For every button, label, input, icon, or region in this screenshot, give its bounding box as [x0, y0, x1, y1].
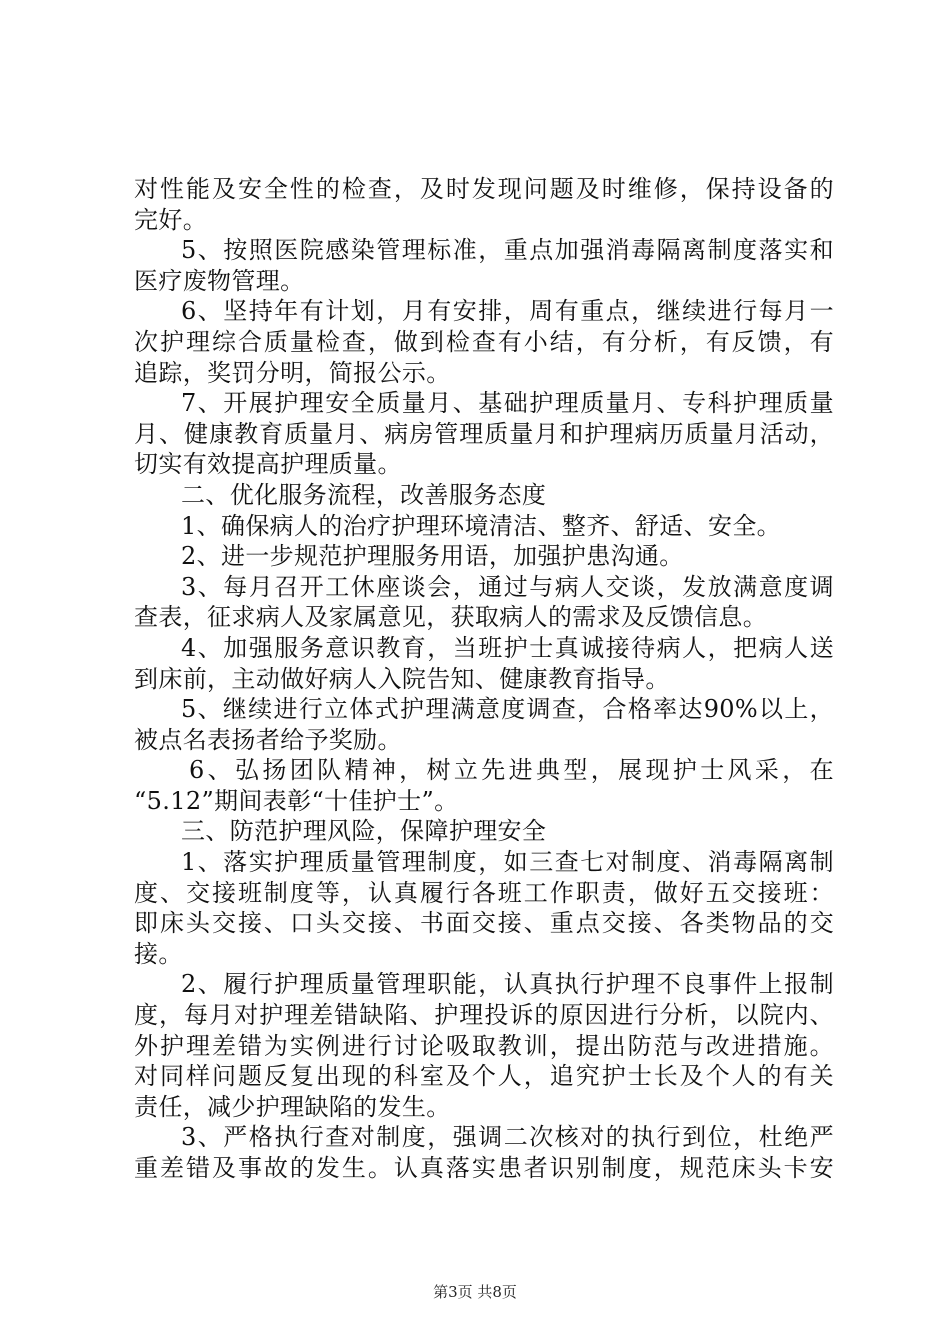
- text-line: 对性能及安全性的检查，及时发现问题及时维修，保持设备的: [134, 175, 834, 203]
- text-line: 责任，减少护理缺陷的发生。: [134, 1092, 451, 1121]
- text-line: “5.12”期间表彰“十佳护士”。: [134, 786, 459, 815]
- text-line: 3、严格执行查对制度，强调二次核对的执行到位，杜绝严: [181, 1123, 834, 1152]
- text-line: 被点名表扬者给予奖励。: [134, 725, 402, 754]
- text-line: 1、确保病人的治疗护理环境清洁、整齐、舒适、安全。: [181, 511, 782, 540]
- document-body: [134, 174, 834, 1184]
- text-line: 切实有效提高护理质量。: [134, 450, 402, 479]
- section-heading: 二、优化服务流程，改善服务态度: [181, 480, 547, 509]
- text-line: 7、开展护理安全质量月、基础护理质量月、专科护理质量: [181, 389, 834, 418]
- text-line: 度，每月对护理差错缺陷、护理投诉的原因进行分析，以院内、: [134, 1001, 834, 1030]
- text-line: 到床前，主动做好病人入院告知、健康教育指导。: [134, 664, 670, 693]
- text-line: 即床头交接、口头交接、书面交接、重点交接、各类物品的交: [134, 909, 834, 938]
- text-line: 外护理差错为实例进行讨论吸取教训，提出防范与改进措施。: [134, 1031, 834, 1060]
- text-line: 对同样问题反复出现的科室及个人，追究护士长及个人的有关: [134, 1062, 834, 1091]
- text-line: 6、坚持年有计划，月有安排，周有重点，继续进行每月一: [181, 297, 834, 326]
- text-line: 次护理综合质量检查，做到检查有小结，有分析，有反馈，有: [134, 327, 834, 356]
- text-line: 查表，征求病人及家属意见，获取病人的需求及反馈信息。: [134, 603, 768, 632]
- text-line: 接。: [134, 939, 183, 968]
- text-line: 2、进一步规范护理服务用语，加强护患沟通。: [181, 542, 684, 571]
- text-line: 4、加强服务意识教育，当班护士真诚接待病人，把病人送: [181, 633, 834, 662]
- text-line: 月、健康教育质量月、病房管理质量月和护理病历质量月活动，: [134, 419, 834, 448]
- text-line: 2、履行护理质量管理职能，认真执行护理不良事件上报制: [181, 970, 834, 999]
- section-heading: 三、防范护理风险，保障护理安全: [181, 817, 547, 846]
- text-line: 3、每月召开工休座谈会，通过与病人交谈，发放满意度调: [181, 572, 834, 601]
- text-line: 完好。: [134, 205, 208, 234]
- text-line: 医疗废物管理。: [134, 266, 305, 295]
- text-line: 度、交接班制度等，认真履行各班工作职责，做好五交接班：: [134, 878, 834, 907]
- text-line: 追踪，奖罚分明，简报公示。: [134, 358, 451, 387]
- page-number: 第3页 共8页: [433, 1283, 517, 1301]
- text-line: 5、按照医院感染管理标准，重点加强消毒隔离制度落实和: [181, 236, 834, 265]
- text-line: 1、落实护理质量管理制度，如三查七对制度、消毒隔离制: [181, 848, 834, 877]
- text-line: 5、继续进行立体式护理满意度调查，合格率达90%以上，: [181, 695, 834, 724]
- text-line: 重差错及事故的发生。认真落实患者识别制度，规范床头卡安: [134, 1154, 834, 1182]
- text-line: 6、弘扬团队精神，树立先进典型，展现护士风采，在: [189, 756, 834, 785]
